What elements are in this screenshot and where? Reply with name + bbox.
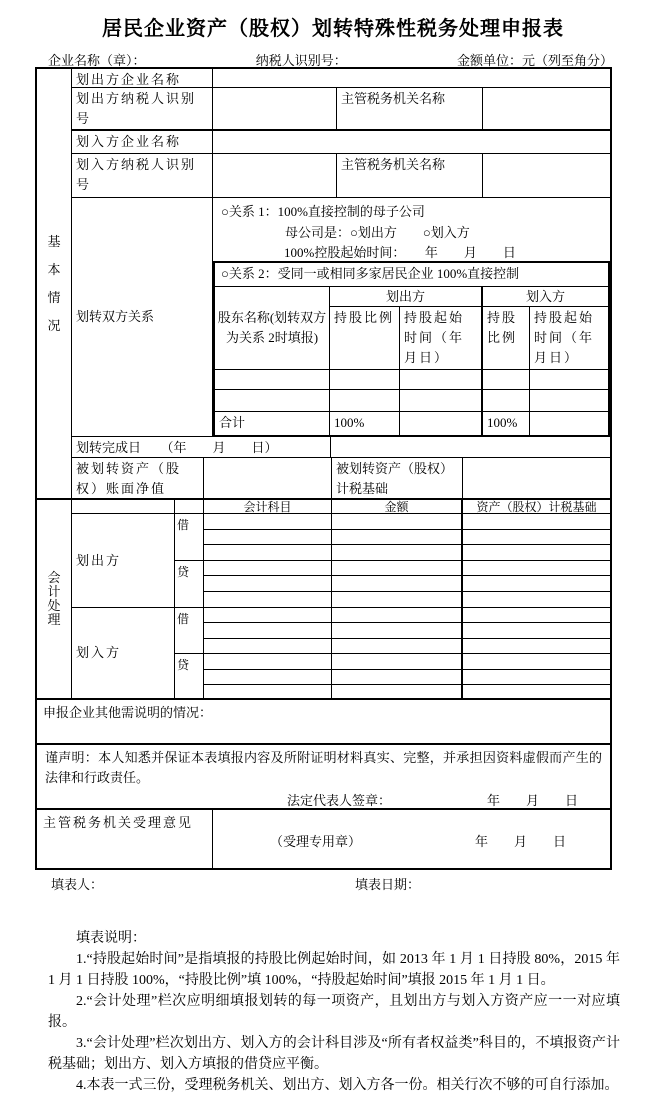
accounting-section-label: 会计处理 bbox=[37, 500, 72, 700]
out-tax-authority-value bbox=[483, 88, 610, 131]
company-name-label: 企业名称（章）： bbox=[48, 53, 146, 68]
account-entry-cell bbox=[332, 654, 463, 670]
account-entry-cell bbox=[204, 514, 332, 530]
in-debit-label: 借 bbox=[175, 608, 204, 654]
taxpayer-id-label: 纳税人识别号： bbox=[255, 53, 347, 68]
account-entry-cell bbox=[332, 576, 463, 592]
out-debit-label: 借 bbox=[175, 514, 204, 561]
other-situation-row: 申报企业其他需说明的情况： bbox=[37, 700, 610, 745]
transferee-header: 划入方 bbox=[483, 287, 608, 307]
in-company-name-label: 划入方企业名称 bbox=[72, 131, 213, 154]
transferor-header: 划出方 bbox=[330, 287, 483, 307]
out-start-time-header: 持股起始时间（年月日） bbox=[400, 307, 483, 370]
account-entry-cell bbox=[204, 592, 332, 608]
in-company-name-value bbox=[213, 131, 610, 154]
asset-basis-header: 资产（股权）计税基础 bbox=[463, 500, 610, 514]
relation2-box bbox=[213, 261, 610, 437]
account-entry-cell bbox=[463, 608, 610, 623]
relation-content bbox=[213, 198, 610, 437]
out-ratio-header: 持股比例 bbox=[330, 307, 400, 370]
transfer-complete-date-value bbox=[331, 437, 610, 458]
account-entry-cell bbox=[332, 530, 463, 545]
account-entry-cell bbox=[332, 639, 463, 654]
in-tax-authority-label: 主管税务机关名称 bbox=[337, 154, 483, 198]
total-label: 合计 bbox=[215, 412, 330, 435]
instruction-item: 3.“会计处理”栏次划出方、划入方的会计科目涉及“所有者权益类”科目的，不填报资产计税基础；划出方、划入方填报的借贷应平衡。 bbox=[48, 1036, 620, 1072]
account-entry-cell bbox=[332, 592, 463, 608]
shareholder-row-cell bbox=[530, 370, 608, 390]
filling-instructions bbox=[48, 928, 620, 1096]
account-entry-cell bbox=[332, 623, 463, 639]
shareholder-row-cell bbox=[215, 370, 330, 390]
relation1-parent-option: 母公司是：○划出方 ○划入方 bbox=[285, 225, 470, 240]
account-entry-cell bbox=[204, 623, 332, 639]
account-entry-cell bbox=[463, 623, 610, 639]
accounting-header-spacer bbox=[175, 500, 204, 514]
account-entry-cell bbox=[332, 545, 463, 561]
account-entry-cell bbox=[204, 639, 332, 654]
fill-info-row bbox=[51, 874, 611, 893]
account-entry-cell bbox=[463, 670, 610, 685]
account-entry-cell bbox=[204, 530, 332, 545]
accounting-in-label: 划入方 bbox=[72, 608, 175, 700]
account-entry-cell bbox=[332, 685, 463, 700]
in-credit-label: 贷 bbox=[175, 654, 204, 700]
account-entry-cell bbox=[463, 576, 610, 592]
in-tax-authority-value bbox=[483, 154, 610, 198]
account-entry-cell bbox=[204, 576, 332, 592]
accounting-header-spacer bbox=[72, 500, 175, 514]
acceptance-seal-label: （受理专用章） bbox=[270, 834, 362, 849]
legal-rep-sign-label: 法定代表人签章： bbox=[287, 793, 392, 808]
acceptance-date: 年 月 日 bbox=[475, 834, 567, 849]
shareholder-row-cell bbox=[330, 370, 400, 390]
tax-basis-label: 被划转资产（股权）计税基础 bbox=[332, 458, 463, 500]
tax-authority-acceptance-area bbox=[213, 810, 610, 868]
account-entry-cell bbox=[463, 685, 610, 700]
shareholder-row-cell bbox=[330, 390, 400, 412]
account-entry-cell bbox=[463, 561, 610, 576]
account-entry-cell bbox=[332, 608, 463, 623]
declaration-row bbox=[37, 745, 610, 810]
instructions-title: 填表说明： bbox=[76, 931, 146, 946]
account-entry-cell bbox=[204, 654, 332, 670]
account-entry-cell bbox=[463, 530, 610, 545]
account-entry-cell bbox=[332, 514, 463, 530]
relation2-option: ○关系 2：受同一或相同多家居民企业 100%直接控制 bbox=[215, 263, 608, 287]
out-company-name-value bbox=[213, 69, 610, 88]
account-entry-cell bbox=[463, 545, 610, 561]
in-taxpayer-id-value bbox=[213, 154, 337, 198]
declaration-text: 谨声明：本人知悉并保证本表填报内容及所附证明材料真实、完整，并承担因资料虚假而产生的法律和行政责任。 bbox=[45, 750, 602, 785]
account-entry-cell bbox=[463, 654, 610, 670]
preparer-label: 填表人： bbox=[51, 877, 104, 892]
accounting-out-label: 划出方 bbox=[72, 514, 175, 608]
subject-header: 会计科目 bbox=[204, 500, 332, 514]
out-credit-label: 贷 bbox=[175, 561, 204, 608]
relation1-option: ○关系 1：100%直接控制的母子公司 bbox=[221, 204, 425, 219]
shareholder-row-cell bbox=[483, 390, 530, 412]
instruction-item: 4.本表一式三份，受理税务机关、划出方、划入方各一份。相关行次不够的可自行添加。 bbox=[76, 1078, 619, 1093]
amount-header: 金额 bbox=[332, 500, 463, 514]
account-entry-cell bbox=[204, 561, 332, 576]
account-entry-cell bbox=[332, 670, 463, 685]
shareholder-row-cell bbox=[400, 370, 483, 390]
form-title: 居民企业资产（股权）划转特殊性税务处理申报表 bbox=[102, 18, 564, 40]
instruction-item: 1.“持股起始时间”是指填报的持股比例起始时间，如 2013 年 1 月 1 日持股 80%，2015 年 1 月 1 日持股 100%，“持股比例”填 100%，“持股起始时间”填报 2015 年 1 月 1 日。 bbox=[48, 952, 620, 988]
total-in-start bbox=[530, 412, 608, 435]
account-entry-cell bbox=[204, 685, 332, 700]
transfer-complete-date-label: 划转完成日 （年 月 日） bbox=[72, 437, 331, 458]
shareholder-row-cell bbox=[215, 390, 330, 412]
book-value-label: 被划转资产（股权）账面净值 bbox=[72, 458, 204, 500]
total-out-ratio: 100% bbox=[330, 412, 400, 435]
account-entry-cell bbox=[463, 639, 610, 654]
total-in-ratio: 100% bbox=[483, 412, 530, 435]
out-company-name-label: 划出方企业名称 bbox=[72, 69, 213, 88]
account-entry-cell bbox=[204, 545, 332, 561]
tax-basis-value bbox=[463, 458, 610, 500]
account-entry-cell bbox=[204, 608, 332, 623]
amount-unit-label: 金额单位：元（列至角分） bbox=[456, 53, 613, 68]
shareholder-row-cell bbox=[400, 390, 483, 412]
out-taxpayer-id-label: 划出方纳税人识别号 bbox=[72, 88, 213, 131]
tax-authority-acceptance-label: 主管税务机关受理意见 bbox=[37, 810, 213, 868]
account-entry-cell bbox=[332, 561, 463, 576]
shareholder-row-cell bbox=[530, 390, 608, 412]
fill-date-label: 填表日期： bbox=[355, 877, 421, 892]
total-out-start bbox=[400, 412, 483, 435]
book-value-value bbox=[204, 458, 332, 500]
relation-label: 划转双方关系 bbox=[72, 198, 213, 437]
out-tax-authority-label: 主管税务机关名称 bbox=[337, 88, 483, 131]
out-taxpayer-id-value bbox=[213, 88, 337, 131]
basic-info-section-label: 基本情况 bbox=[37, 69, 72, 500]
instruction-item: 2.“会计处理”栏次应明细填报划转的每一项资产，且划出方与划入方资产应一一对应填报。 bbox=[48, 994, 620, 1030]
account-entry-cell bbox=[463, 592, 610, 608]
shareholder-name-header: 股东名称(划转双方为关系 2时填报) bbox=[215, 287, 330, 370]
account-entry-cell bbox=[204, 670, 332, 685]
relation1-holding-start: 100%控股起始时间： 年 月 日 bbox=[284, 245, 516, 260]
in-taxpayer-id-label: 划入方纳税人识别号 bbox=[72, 154, 213, 198]
shareholder-row-cell bbox=[483, 370, 530, 390]
in-ratio-header: 持股比例 bbox=[483, 307, 530, 370]
in-start-time-header: 持股起始时间（年月日） bbox=[530, 307, 608, 370]
declaration-form-table bbox=[35, 67, 612, 870]
declaration-date: 年 月 日 bbox=[487, 793, 579, 808]
account-entry-cell bbox=[463, 514, 610, 530]
